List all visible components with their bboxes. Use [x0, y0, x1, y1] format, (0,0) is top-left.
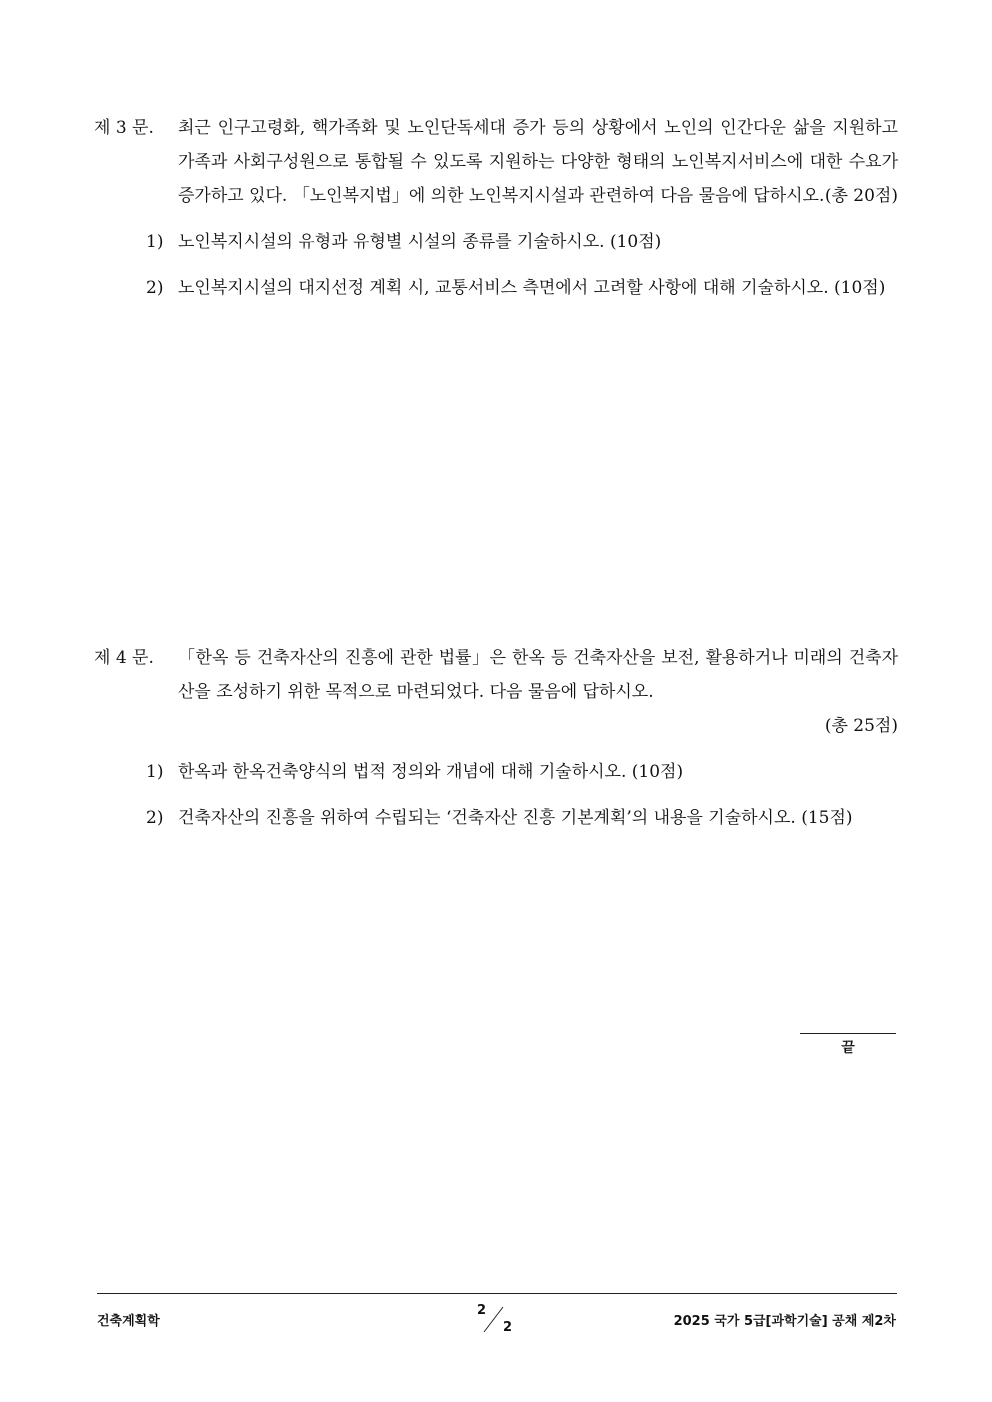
sub-text: 건축자산의 진흥을 위하여 수립되는 ‘건축자산 진흥 기본계획’의 내용을 기술하시오. (15점)	[178, 808, 853, 828]
question-4-sub-1	[94, 755, 898, 789]
sub-number: 2)	[146, 278, 164, 298]
question-3-sub-2	[94, 271, 898, 305]
question-3-total: (총 20점)	[824, 186, 898, 206]
question-4-sub-2	[94, 801, 898, 835]
question-3-sub-1	[94, 225, 898, 259]
page-current: 2	[477, 1303, 487, 1318]
sub-number: 2)	[146, 808, 164, 828]
question-4	[94, 641, 898, 835]
footer-exam: 2025 국가 5급[과학기술] 공채 제2차	[673, 1314, 896, 1329]
sub-number: 1)	[146, 232, 164, 252]
sub-text: 노인복지시설의 유형과 유형별 시설의 종류를 기술하시오. (10점)	[178, 232, 662, 252]
sub-text: 노인복지시설의 대지선정 계획 시, 교통서비스 측면에서 고려할 사항에 대해 기술하시오. (10점)	[178, 278, 886, 298]
question-3	[94, 111, 898, 305]
page-total: 2	[503, 1320, 513, 1335]
question-4-total: (총 25점)	[824, 716, 898, 736]
question-3-text: 최근 인구고령화, 핵가족화 및 노인단독세대 증가 등의 상황에서 노인의 인간다운 삶을 지원하고 가족과 사회구성원으로 통합될 수 있도록 지원하는 다양한 형태의 노인복지서비스에 대한 수요가 증가하고 있다. 「노인복지법」에 의한 노인복지시설과 관련하여 다음 물음에 답하시오.	[178, 118, 898, 206]
question-4-label: 제 4 문.	[94, 648, 154, 668]
end-divider	[800, 1033, 896, 1034]
sub-text: 한옥과 한옥건축양식의 법적 정의와 개념에 대해 기술하시오. (10점)	[178, 762, 684, 782]
footer-subject: 건축계획학	[97, 1314, 160, 1329]
end-mark: 끝	[841, 1040, 855, 1056]
question-3-label: 제 3 문.	[94, 118, 154, 138]
footer-divider	[97, 1293, 897, 1294]
question-4-text: 「한옥 등 건축자산의 진흥에 관한 법률」은 한옥 등 건축자산을 보전, 활용하거나 미래의 건축자산을 조성하기 위한 목적으로 마련되었다. 다음 물음에 답하시오.	[178, 648, 898, 702]
sub-number: 1)	[146, 762, 164, 782]
